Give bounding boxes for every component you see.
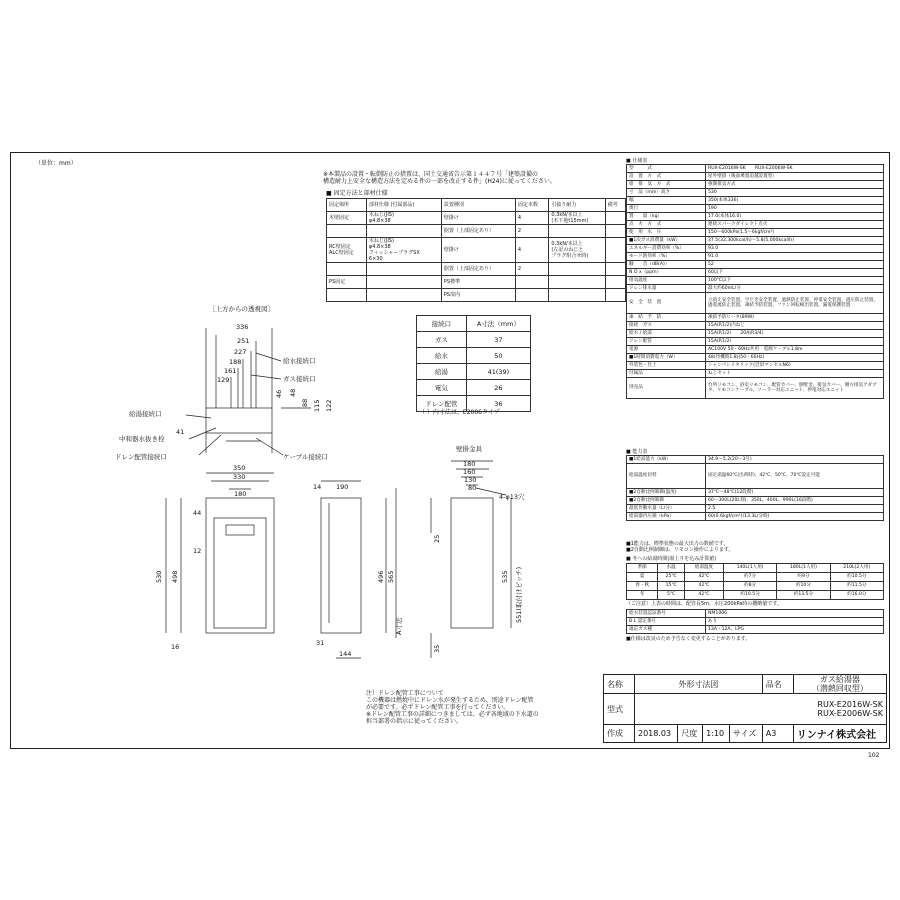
- perf-row: [627, 489, 884, 497]
- spec-row: [627, 245, 884, 253]
- time-row-cell: 約13.5分: [777, 591, 830, 600]
- top-view-title: ［上方からの透視図］: [209, 305, 274, 313]
- unit-note: （単位：mm）: [35, 160, 77, 167]
- holes-label: 4-φ13穴: [499, 493, 525, 501]
- spec-row: [627, 370, 884, 378]
- dim-label: 122: [325, 399, 333, 412]
- spec-row-cell: 93.0: [706, 245, 884, 253]
- series-note: （ご注意）上表の時間は、配管長5m、水圧200kPa時の概略値です。: [626, 601, 782, 607]
- perf-row-cell: 2.5: [706, 505, 884, 513]
- perf-row-cell: 最低作動水量（L/分）: [627, 505, 706, 513]
- spec-row: [627, 205, 884, 213]
- drain-notes: [366, 690, 616, 725]
- spec-row-cell: 48(待機時1.8)(50・60Hz): [706, 354, 884, 362]
- dim-label: 330: [233, 473, 246, 481]
- perf-row-cell: 60〜300L(20L刻)、350L、400L、990L(16段階): [706, 497, 884, 505]
- spec-row: [627, 173, 884, 181]
- approval-row-cell: B L 認定番号: [627, 618, 706, 626]
- drawing-sheet: [10, 152, 890, 749]
- perf-row-cell: 給湯温度切替: [627, 464, 706, 489]
- spec-row: [627, 277, 884, 285]
- spec-title: ■ 仕様表: [626, 158, 648, 164]
- dim-label: 35: [433, 644, 441, 653]
- conn-row-cell: 41(39): [466, 364, 530, 380]
- spec-row-cell: 給水 / 給湯: [627, 330, 706, 338]
- tb-size-label: サイズ: [730, 725, 763, 743]
- dim-label: 14: [313, 483, 322, 491]
- fix-row-cell: 0.3kN/本以上 (木下地t15mm): [549, 212, 605, 225]
- time-header: 210L(2人用): [830, 564, 883, 573]
- time-row-cell: 42℃: [684, 573, 723, 582]
- time-row: [627, 591, 884, 600]
- spec-row-cell: 給 排 気 方 式: [627, 181, 706, 189]
- dim-label: 46: [275, 389, 283, 398]
- spec-row-cell: 凍結予防ヒータ(89W): [706, 314, 884, 322]
- note-line: ※ドレン配管工事の詳細につきましては、必ず各地域の下水道の: [366, 711, 539, 718]
- spec-row-cell: 質 量（kg）: [627, 213, 706, 221]
- dim-label: 565: [387, 570, 395, 583]
- spec-row-cell: 騒 音（dB(A)）: [627, 261, 706, 269]
- time-row-cell: 約10分: [777, 582, 830, 591]
- spec-row-cell: 350(本体336): [706, 197, 884, 205]
- spec-row: [627, 362, 884, 370]
- tb-size-value: A3: [762, 725, 793, 743]
- dim-label: 115: [313, 399, 321, 412]
- water-inlet-label: 給水接続口: [283, 357, 316, 365]
- bracket-label: 壁掛金具: [456, 445, 482, 453]
- tb-product-value: ガス給湯器 （潜熱回収型）: [793, 675, 886, 694]
- spec-row-cell: 別売品: [627, 378, 706, 399]
- conn-row-cell: 26: [466, 380, 530, 396]
- spec-row: [627, 181, 884, 189]
- drain-pipe-label: ドレン配管接続口: [115, 453, 167, 461]
- spec-row-cell: 付属品: [627, 370, 706, 378]
- fix-header: 固定場所: [327, 199, 367, 212]
- perf-note: ■2自動比例制御は、リモコン操作によります。: [626, 547, 734, 553]
- fix-header: 引抜り耐力: [549, 199, 605, 212]
- time-table: [626, 563, 884, 600]
- spec-table: [626, 164, 884, 399]
- conn-row-cell: ドレン配管: [417, 396, 467, 412]
- approval-note: ■仕様は改良のため予告なく変更することがあります。: [626, 636, 751, 642]
- tb-made-value: 2018.03: [635, 725, 678, 743]
- side-view-outline: [321, 498, 361, 633]
- a-dimension-label: A寸法: [395, 617, 403, 635]
- tb-scale-value: 1:10: [703, 725, 730, 743]
- spec-row: [627, 330, 884, 338]
- spec-row: [627, 253, 884, 261]
- dim-label: 31: [316, 639, 325, 647]
- fix-header: 備考: [605, 199, 625, 212]
- spec-row-cell: 排気温度: [627, 277, 706, 285]
- dim-label: 161: [224, 367, 237, 375]
- spec-row: [627, 293, 884, 314]
- spec-row-cell: 190: [706, 205, 884, 213]
- title-block: [603, 674, 887, 743]
- spec-row-cell: ねじセット: [706, 370, 884, 378]
- time-row: [627, 582, 884, 591]
- approval-row: [627, 626, 884, 634]
- dim-label: 188: [229, 358, 242, 366]
- fix-row-cell: 木ねじ(JIS) φ4.8×38: [366, 212, 441, 225]
- fix-title: ■ 固定方法と部材仕様: [326, 190, 388, 197]
- dim-label: 535: [501, 570, 509, 583]
- top-view-outline: [206, 408, 272, 433]
- spec-row-cell: 150〜600kPa(1.5〜6kgf/cm²): [706, 229, 884, 237]
- fix-row-cell: 木ねじ(JIS) φ4.8×38 フィッシャープラグSX 6×30: [366, 238, 441, 263]
- dim-label: 16: [171, 643, 180, 651]
- spec-row: [627, 197, 884, 205]
- time-header-row: [627, 564, 884, 573]
- time-row-cell: 約10.5分: [723, 591, 776, 600]
- tb-scale-label: 尺度: [678, 725, 703, 743]
- dimension-drawing: [11, 153, 611, 750]
- dim-label: 12: [193, 547, 202, 555]
- dim-label: 44: [193, 509, 202, 517]
- spec-row-cell: 点 火 方 式: [627, 221, 706, 229]
- approval-table: [626, 609, 884, 634]
- time-header: 水温: [658, 564, 685, 573]
- time-row-cell: 約10.5分: [830, 573, 883, 582]
- fix-row-cell: 2: [515, 225, 549, 238]
- notice-line: 構造耐力上安全な構造方法を定める件の一部を改正する件」(H24)に従ってください。: [323, 178, 556, 185]
- fix-header: 部材仕様 (付属部品): [366, 199, 441, 212]
- fix-header: 設置種別: [441, 199, 515, 212]
- conn-note: （ ）内寸法は、E2006タイプ: [419, 409, 500, 416]
- dim-label: 498: [171, 570, 179, 583]
- time-row-cell: 25℃: [658, 573, 685, 582]
- spec-row: [627, 314, 884, 322]
- time-header: 給湯温度: [684, 564, 723, 573]
- spec-row-cell: 奥行: [627, 205, 706, 213]
- spec-row: [627, 378, 884, 399]
- time-row-cell: 冬: [627, 591, 658, 600]
- spec-row: [627, 189, 884, 197]
- note-line: が必要です。必ずドレン配管工事を行ってください。: [366, 704, 510, 711]
- dim-label: 88: [301, 398, 309, 407]
- dim-label: 180: [463, 460, 476, 468]
- conn-row-cell: 電気: [417, 380, 467, 396]
- spec-row-cell: 凍 結 予 防: [627, 314, 706, 322]
- perf-row: [627, 497, 884, 505]
- dim-label: 180: [234, 490, 247, 498]
- spec-row-cell: ■1時間消費電力（W）: [627, 354, 706, 362]
- fix-row-cell: 4: [515, 212, 549, 225]
- time-row-cell: 夏: [627, 573, 658, 582]
- approval-row-cell: 適応ガス種: [627, 626, 706, 634]
- spec-row-cell: ■1次ガス消費量（kW）: [627, 237, 706, 245]
- conn-header: A寸法（mm）: [466, 316, 530, 332]
- tb-made-label: 作成: [604, 725, 635, 743]
- fix-row-cell: 0.3kN/本以上 (左記のねじと プラグ組合せ時): [549, 238, 605, 263]
- spec-row-cell: 安 全 装 置: [627, 293, 706, 314]
- model-value: RUX-E2006W-SK: [817, 709, 883, 718]
- spec-row-cell: RUX-E2016W-SK RUX-E2006W-SK: [706, 165, 884, 173]
- fix-row-cell: 2: [515, 263, 549, 276]
- time-row-cell: 5℃: [658, 591, 685, 600]
- spec-row: [627, 346, 884, 354]
- tb-name-value: 外形寸法図: [635, 675, 763, 694]
- pitch-label: 551(取付けピッチ): [515, 566, 523, 623]
- perf-row-cell: 給湯器内圧損（kPa）: [627, 513, 706, 521]
- perf-row: [627, 464, 884, 489]
- spec-row-cell: モード熱効率（%）: [627, 253, 706, 261]
- spec-row-cell: 最大約60mL/分: [706, 285, 884, 293]
- perf-row-cell: 固定湯温60℃(出荷時)、42℃、50℃、70℃設定可能: [706, 464, 884, 489]
- spec-row-cell: 幅: [627, 197, 706, 205]
- spec-row-cell: 台所リモコン、浴室リモコン、配管カバー、側壁金、排気カバー、側方排気アダプタ、リモコンケーブル、ソーラー対応ユニット、停電対応ユニット: [706, 378, 884, 399]
- dim-label: 350: [233, 464, 246, 472]
- perf-row: [627, 505, 884, 513]
- time-row-cell: 約7分: [723, 573, 776, 582]
- company-logo: リンナイ株式会社: [793, 725, 886, 743]
- dim-label: 190: [336, 483, 349, 491]
- spec-row-cell: 電源: [627, 346, 706, 354]
- fix-header: 固定本数: [515, 199, 549, 212]
- spec-row-cell: エネルギー消費効率（%）: [627, 245, 706, 253]
- spec-row: [627, 322, 884, 330]
- perf-table: [626, 455, 884, 521]
- spec-row-cell: 37.5(32,300kcal/h)〜5.8(5,000kcal/h): [706, 237, 884, 245]
- drain-plug-label: 中和器水抜き栓: [119, 435, 165, 443]
- hot-outlet-label: 給湯接続口: [129, 410, 162, 418]
- spec-row-cell: 型 式: [627, 165, 706, 173]
- fix-row-cell: 4: [515, 238, 549, 263]
- spec-row-cell: N O x（ppm）: [627, 269, 706, 277]
- bracket-outline: [451, 498, 493, 628]
- spec-row-cell: 立消え安全装置、空だき安全装置、過熱防止装置、停電安全装置、過圧防止装置、過電流防止装置、凍結予防装置、ファン回転検出装置、漏電保護装置: [706, 293, 884, 314]
- dim-label: 80: [468, 484, 477, 492]
- series-title: ■ 冬への給湯時間(湯上りを込み計算値): [626, 556, 717, 562]
- perf-row: [627, 456, 884, 464]
- perf-row-cell: ■2自動比例制御(温度): [627, 489, 706, 497]
- fix-row-cell: 木壁固定: [327, 212, 367, 225]
- approval-row-cell: 給水装置認証番号: [627, 610, 706, 618]
- dim-label: 160: [463, 468, 476, 476]
- dim-label: 48: [289, 388, 297, 397]
- note-line: 注）ドレン配管工事について: [366, 690, 444, 697]
- time-row-cell: 春・秋: [627, 582, 658, 591]
- time-row: [627, 573, 884, 582]
- spec-row: [627, 229, 884, 237]
- gas-inlet-label: ガス接続口: [283, 375, 316, 383]
- spec-row-cell: 外装色・仕上: [627, 362, 706, 370]
- spec-row: [627, 237, 884, 245]
- approval-row: [627, 610, 884, 618]
- spec-row-cell: 17.0(本体16.0): [706, 213, 884, 221]
- spec-row-cell: 連続スパークダイレクト点火: [706, 221, 884, 229]
- fix-row-cell: 壁掛け: [441, 212, 515, 225]
- fix-row-cell: 据置（上部固定あり）: [441, 225, 515, 238]
- dim-label: 530: [155, 570, 163, 583]
- spec-row-cell: 15A(R1/2) 20A(R3/4): [706, 330, 884, 338]
- spec-row-cell: ドレン排水量: [627, 285, 706, 293]
- spec-row-cell: 15A(R1/2): [706, 338, 884, 346]
- approval-row-cell: NM1006: [706, 610, 884, 618]
- model-value: RUX-E2016W-SK: [817, 700, 883, 709]
- spec-row: [627, 165, 884, 173]
- conn-row-cell: 50: [466, 348, 530, 364]
- fix-row-cell: PS標準: [441, 276, 515, 289]
- page-number: 102: [868, 752, 880, 759]
- dim-label: 144: [339, 650, 352, 658]
- spec-row: [627, 269, 884, 277]
- spec-row-cell: 52: [706, 261, 884, 269]
- perf-row-cell: 60(0.6kgf/cm²)(13.3L/分時): [706, 513, 884, 521]
- spec-row-cell: 強制排気方式: [706, 181, 884, 189]
- dim-label: 25: [433, 534, 441, 543]
- note-line: この機器は燃焼中にドレン水が発生するため、別途ドレン配管: [366, 697, 534, 704]
- spec-row-cell: 接続 ガス: [627, 322, 706, 330]
- spec-row: [627, 261, 884, 269]
- dim-label: 130: [464, 476, 477, 484]
- approval-row-cell: あり: [706, 618, 884, 626]
- time-row-cell: 約8分: [723, 582, 776, 591]
- time-row-cell: 約9分: [777, 573, 830, 582]
- fix-row-cell: 据置（上部固定あり）: [441, 263, 515, 276]
- dim-label: 227: [234, 348, 247, 356]
- tb-model-label: 型式: [604, 694, 635, 725]
- fix-row-cell: PS固定: [327, 276, 367, 289]
- approval-row: [627, 618, 884, 626]
- time-row-cell: 42℃: [684, 582, 723, 591]
- dim-label: 251: [237, 337, 250, 345]
- spec-row: [627, 221, 884, 229]
- conn-row-cell: 給湯: [417, 364, 467, 380]
- spec-row-cell: 15A(R1/2)内ねじ: [706, 322, 884, 330]
- spec-row-cell: 設 置 方 式: [627, 173, 706, 181]
- approval-row-cell: 13A・12A、LPG: [706, 626, 884, 634]
- spec-row-cell: AC100V 50・60Hz共用 電源ケーブル1.8m: [706, 346, 884, 354]
- tb-name-label: 名称: [604, 675, 635, 694]
- perf-row-cell: ■2自動比例制御: [627, 497, 706, 505]
- conn-header: 接続口: [417, 316, 467, 332]
- dim-label: 336: [236, 323, 249, 331]
- dim-label: 496: [377, 570, 385, 583]
- perf-note: ■1能力は、標準状態の最大出力の数値です。: [626, 541, 729, 547]
- perf-row-cell: ■1給湯能力（kW）: [627, 456, 706, 464]
- conn-row-cell: 給水: [417, 348, 467, 364]
- time-row-cell: 約16.0分: [830, 591, 883, 600]
- time-row-cell: 42℃: [684, 591, 723, 600]
- spec-row: [627, 338, 884, 346]
- perf-row-cell: 34.9〜5.2(20〜3号): [706, 456, 884, 464]
- cable-inlet-label: ケーブル接続口: [283, 453, 328, 461]
- spec-row-cell: 屋外壁掛（後面乗置追越設置型）: [706, 173, 884, 181]
- spec-row-cell: 使 用 水 圧: [627, 229, 706, 237]
- perf-row: [627, 513, 884, 521]
- time-row-cell: 約11.5分: [830, 582, 883, 591]
- conn-row-cell: 36: [466, 396, 530, 412]
- fix-row-cell: RC壁固定 ALC壁固定: [327, 238, 367, 263]
- dim-label: 129: [217, 376, 230, 384]
- dim-label: 41: [176, 428, 185, 436]
- tb-product-label: 品名: [762, 675, 793, 694]
- perf-row-cell: 37℃〜48℃(12段階): [706, 489, 884, 497]
- time-header: 季節: [627, 564, 658, 573]
- notice-line: ※本製品の設置・転倒防止の措置は、国土交通省告示第１４４７号「建築設備の: [323, 171, 539, 178]
- spec-row: [627, 354, 884, 362]
- spec-row-cell: 100℃以下: [706, 277, 884, 285]
- spec-row-cell: 91.0: [706, 253, 884, 261]
- time-row-cell: 15℃: [658, 582, 685, 591]
- fix-row-cell: 壁掛け: [441, 238, 515, 263]
- conn-row-cell: 37: [466, 332, 530, 348]
- tb-model-values: [635, 694, 887, 725]
- spec-row-cell: ドレン配管: [627, 338, 706, 346]
- note-line: 担当部署の指示に従ってください。: [366, 718, 463, 725]
- spec-row: [627, 213, 884, 221]
- fix-row-cell: PS扉内: [441, 289, 515, 302]
- perf-title: ■ 能力表: [626, 449, 648, 455]
- spec-row-cell: 60以下: [706, 269, 884, 277]
- time-header: 140L(1人用): [723, 564, 776, 573]
- spec-row-cell: シャンパンメタリック(近似マンセルN6): [706, 362, 884, 370]
- time-header: 180L(1人用): [777, 564, 830, 573]
- spec-row: [627, 285, 884, 293]
- conn-row-cell: ガス: [417, 332, 467, 348]
- spec-row-cell: 寸 法（mm）高さ: [627, 189, 706, 197]
- spec-row-cell: 530: [706, 189, 884, 197]
